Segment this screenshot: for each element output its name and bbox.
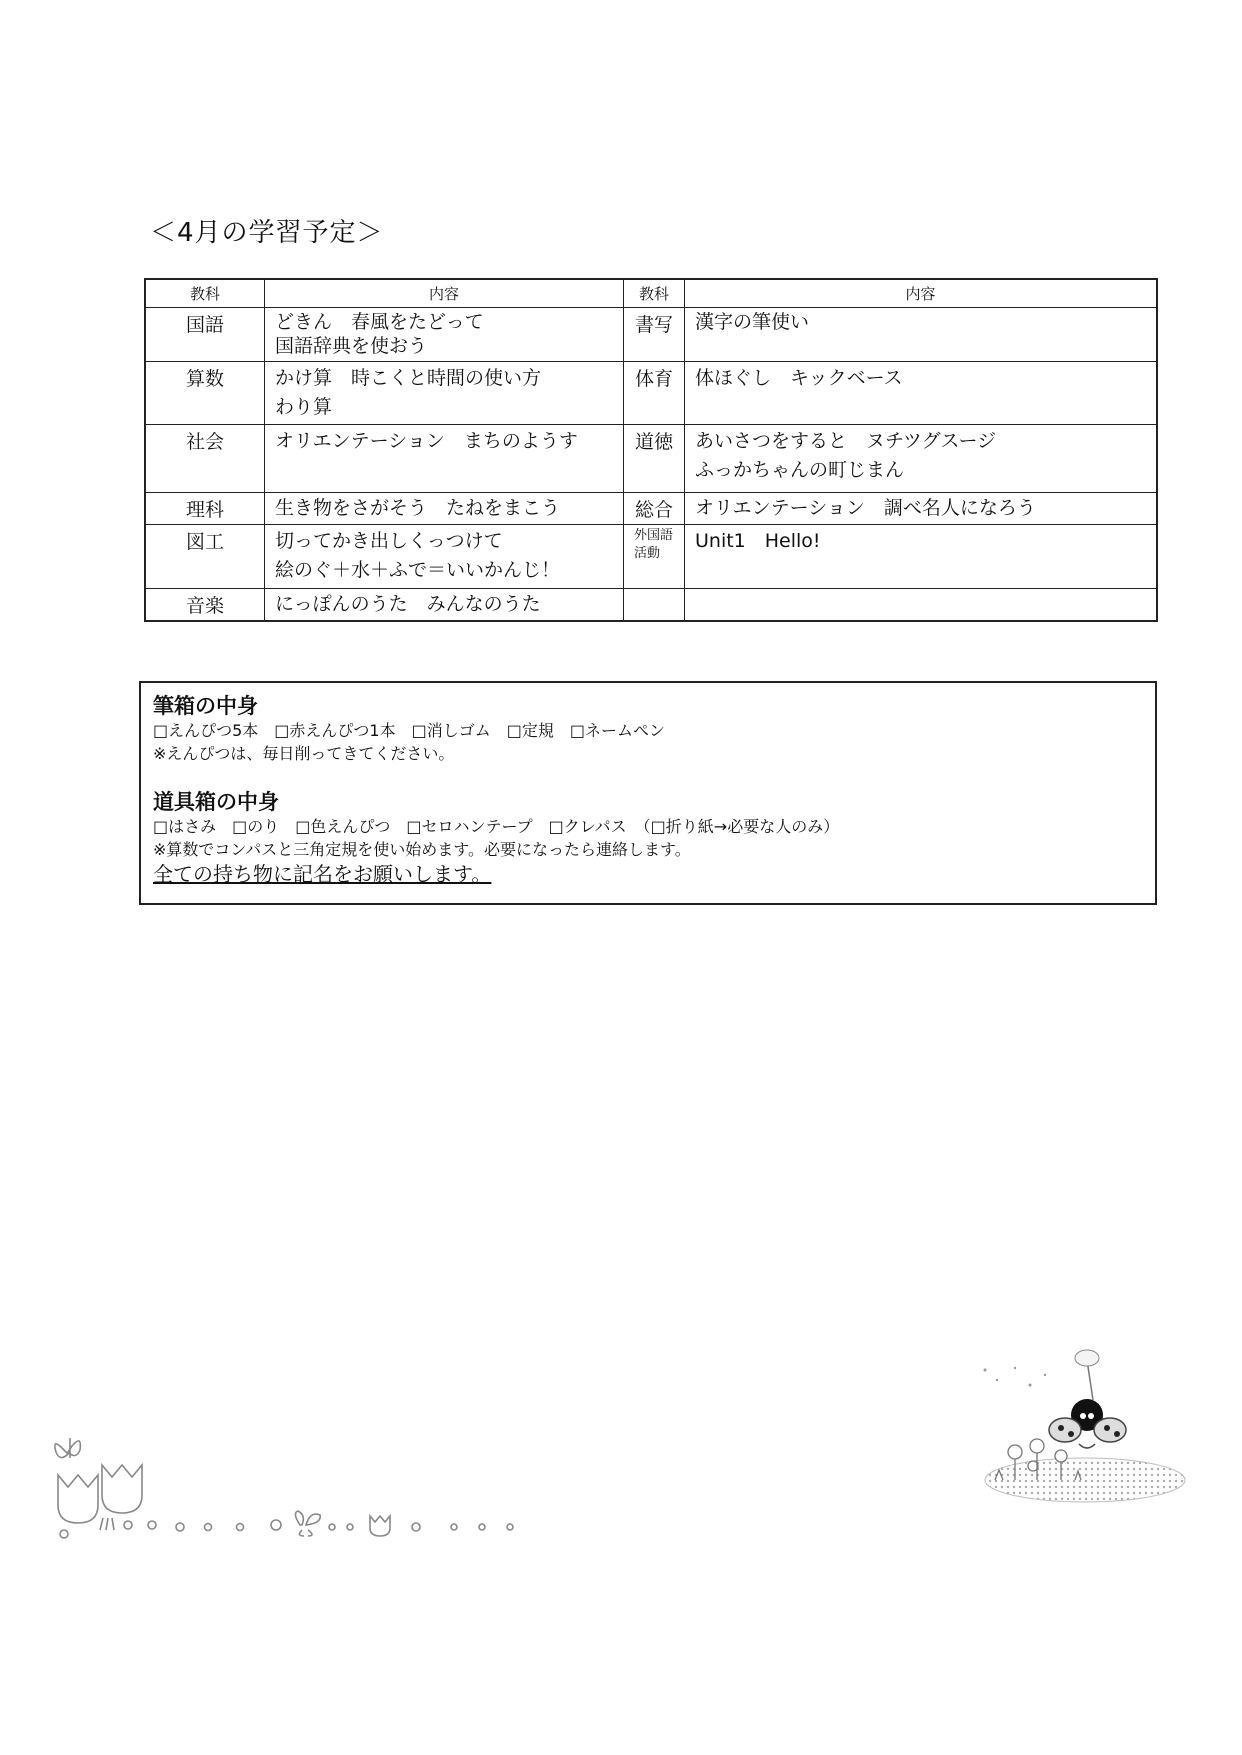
table-row [145, 525, 1157, 589]
supplies-box [139, 681, 1157, 905]
subject-taiiku: 体育 [624, 362, 685, 425]
content-line: 生き物をさがそう たねをまこう [275, 497, 561, 519]
content-line: かけ算 時こくと時間の使い方 [275, 367, 542, 389]
content-line: 体ほぐし キックベース [695, 367, 903, 389]
content-kokugo [265, 308, 624, 362]
subject-zuko: 図工 [145, 525, 265, 589]
content-line: わり算 [275, 396, 333, 418]
subject-line: 活動 [634, 546, 661, 561]
content-shosha [685, 308, 1158, 362]
page-title: ＜4月の学習予定＞ [150, 218, 384, 248]
content-ongaku [265, 589, 624, 622]
content-line: ふっかちゃんの町じまん [695, 459, 905, 481]
table-row [145, 589, 1157, 622]
subject-kokugo: 国語 [145, 308, 265, 362]
subject-rika: 理科 [145, 493, 265, 525]
subject-shakai: 社会 [145, 425, 265, 493]
ladybug-dandelion-illustration [975, 1340, 1190, 1505]
pencil-case-title: 筆箱の中身 [153, 694, 258, 718]
subject-dotoku: 道徳 [624, 425, 685, 493]
content-gaikokugo [685, 525, 1158, 589]
tool-box-note: ※算数でコンパスと三角定規を使い始めます。必要になったら連絡します。 [153, 840, 691, 859]
header-content-2: 内容 [685, 279, 1158, 308]
content-shakai [265, 425, 624, 493]
name-label-request: 全ての持ち物に記名をお願いします。 [153, 862, 492, 886]
subject-sogo: 総合 [624, 493, 685, 525]
tulip-border-illustration [50, 1430, 530, 1540]
subject-gaikokugo [624, 525, 685, 589]
content-line: オリエンテーション まちのようす [275, 430, 578, 452]
subject-line: 外国語 [634, 528, 674, 543]
table-row [145, 493, 1157, 525]
table-row [145, 425, 1157, 493]
subject-ongaku: 音楽 [145, 589, 265, 622]
header-content-1: 内容 [265, 279, 624, 308]
content-line: あいさつをすると ヌチツグスージ [695, 430, 997, 452]
content-line: 漢字の筆使い [695, 311, 810, 333]
content-empty [685, 589, 1158, 622]
subject-sansu: 算数 [145, 362, 265, 425]
content-line: にっぽんのうた みんなのうた [275, 593, 541, 615]
content-dotoku [685, 425, 1158, 493]
pencil-case-note: ※えんぴつは、毎日削ってきてください。 [153, 744, 455, 763]
table-row [145, 362, 1157, 425]
content-line: どきん 春風をたどって [275, 311, 484, 333]
header-subject-1: 教科 [145, 279, 265, 308]
content-rika [265, 493, 624, 525]
content-line: 切ってかき出しくっつけて [275, 530, 503, 552]
subject-shosha: 書写 [624, 308, 685, 362]
schedule-table [144, 278, 1158, 622]
content-line: 国語辞典を使おう [275, 335, 428, 357]
table-header-row [145, 279, 1157, 308]
content-zuko [265, 525, 624, 589]
pencil-case-items: □えんぴつ5本 □赤えんぴつ1本 □消しゴム □定規 □ネームペン [153, 721, 665, 740]
header-subject-2: 教科 [624, 279, 685, 308]
content-taiiku [685, 362, 1158, 425]
tool-box-items: □はさみ □のり □色えんぴつ □セロハンテープ □クレパス （□折り紙→必要な人のみ） [153, 817, 840, 836]
content-line: Unit1 Hello! [695, 530, 821, 552]
content-sansu [265, 362, 624, 425]
tool-box-title: 道具箱の中身 [153, 790, 279, 814]
content-sogo [685, 493, 1158, 525]
subject-empty [624, 589, 685, 622]
table-row [145, 308, 1157, 362]
content-line: オリエンテーション 調べ名人になろう [695, 497, 1036, 519]
content-line: 絵のぐ＋水＋ふで＝いいかんじ！ [275, 559, 561, 581]
